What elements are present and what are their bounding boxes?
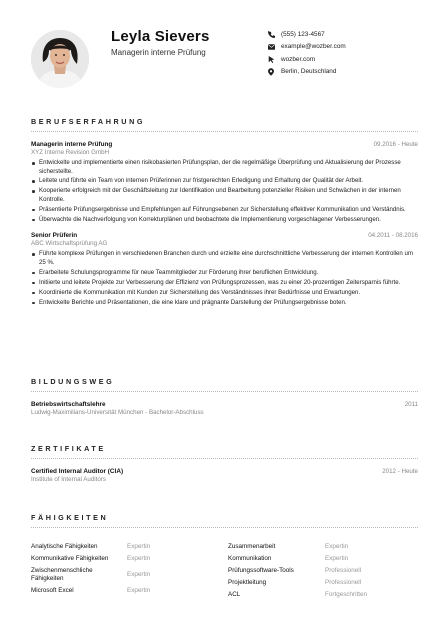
certificate-entry [31,468,418,483]
skill-name: Microsoft Excel [31,587,74,594]
experience-bullets [31,250,418,307]
resume-header [0,0,448,100]
section-divider [31,391,418,392]
section-certificates [31,444,418,483]
bullet-item: Kooperierte erfolgreich mit der Geschäftsleitung zur Identifikation und Bearbeitung potenzieller Risiken und Schwächen in der internen Kontrolle. [31,187,418,204]
skill-name: Zwischenmenschliche Fähigkeiten [31,567,93,582]
contact-email [268,41,346,54]
experience-dates: 09.2016 - Heute [373,141,418,148]
section-title-experience: BERUFSERFAHRUNG [31,117,146,126]
skill-name: Projektleitung [228,579,267,586]
profile-photo [31,30,89,88]
envelope-icon [268,44,281,50]
skill-name: Kommunikative Fähigkeiten [31,555,109,562]
phone-icon [268,31,281,38]
section-divider [31,527,418,528]
section-skills [31,513,418,598]
education-entry [31,401,418,416]
skill-level: Expertin [325,555,349,562]
phone-text[interactable]: (555) 123-4567 [281,30,325,38]
bullet-item: Erarbeitete Schulungsprogramme für neue Teammitglieder zur Förderung ihrer beruflichen Entwicklung. [31,269,418,278]
skill-name: Prüfungssoftware-Tools [228,567,294,574]
skill-name: Analytische Fähigkeiten [31,543,98,550]
experience-bullets [31,159,418,224]
bullet-item: Leitete und führte ein Team von internen Prüferinnen zur fristgerechten Erledigung und Erhaltung der Qualität der Arbeit. [31,177,418,186]
skill-name: ACL [228,591,241,598]
person-name: Leyla Sievers [111,28,210,45]
email-text[interactable]: example@wozber.com [281,43,346,51]
education-year: 2011 [404,401,418,408]
bullet-item: Initiierte und leitete Projekte zur Verbesserung der Effizienz von Prüfungsprozessen, was zu einer 20-prozentigen Zeitersparnis führte. [31,279,418,288]
experience-entry [31,141,418,224]
cursor-icon [268,56,281,63]
website-text[interactable]: wozber.com [281,55,316,63]
education-degree: Betriebswirtschaftslehre [31,401,106,408]
contact-phone [268,28,346,41]
bullet-item: Entwickelte und implementierte einen risikobasierten Prüfungsplan, der die regelmäßige Überprüfung und Aktualisierung der Prozesse sicherstellte. [31,159,418,176]
contact-website [268,53,346,66]
skill-level: Professionell [325,567,362,574]
section-divider [31,458,418,459]
skill-level: Fortgeschritten [325,591,367,598]
experience-dates: 04.2011 - 08.2016 [368,232,418,240]
certificate-issuer: Institute of Internal Auditors [31,476,106,483]
experience-job-title: Managerin interne Prüfung [31,141,113,148]
section-divider [31,131,418,132]
experience-company: ABC Wirtschaftsprüfung AG [31,240,108,248]
skill-level: Expertin [127,543,151,550]
certificate-name: Certified Internal Auditor (CIA) [31,468,124,475]
bullet-item: Führte komplexe Prüfungen in verschiedenen Branchen durch und erzielte eine durchschnittliche Verbesserung der internen Kontrollen um 25 %. [31,250,418,267]
bullet-item: Koordinierte die Kommunikation mit Kunden zur Sicherstellung des Verständnisses ihrer Bedürfnisse und Erwartungen. [31,289,418,298]
location-text: Berlin, Deutschland [281,68,337,76]
bullet-item: Entwickelte Berichte und Präsentationen, die eine klare und prägnante Darstellung der Prüfungsergebnisse boten. [31,299,418,308]
section-education [31,377,418,416]
section-experience [31,117,418,308]
skill-level: Expertin [127,555,151,562]
section-title-skills: FÄHIGKEITEN [31,513,109,522]
skill-level: Expertin [325,543,349,550]
section-title-certificates: ZERTIFIKATE [31,444,106,453]
experience-entry [31,232,418,307]
profile-photo-image [31,30,89,88]
experience-job-title: Senior Prüferin [31,232,78,240]
education-details: Ludwig-Maximilians-Universität München - Bachelor-Abschluss [31,409,204,416]
skill-name: Zusammenarbeit [228,543,276,550]
person-title: Managerin interne Prüfung [111,48,206,57]
bullet-item: Überwachte die Nachverfolgung von Korrekturplänen und beobachtete die Implementierung vorgeschlagener Verbesserungen. [31,216,418,225]
certificate-dates: 2012 - Heute [382,468,418,475]
skill-name: Kommunikation [228,555,272,562]
experience-company: XYZ Interne Revision GmbH [31,149,110,156]
skill-level: Expertin [127,587,151,594]
bullet-item: Präsentierte Prüfungsergebnisse und Empfehlungen auf Führungsebenen zur Sicherstellung effektiver Kommunikation und Verständnis. [31,206,418,215]
skill-level: Expertin [127,571,151,578]
skill-level: Professionell [325,579,362,586]
contact-location [268,66,346,79]
location-pin-icon [268,68,281,76]
contact-list [268,28,346,78]
section-title-education: BILDUNGSWEG [31,377,115,386]
